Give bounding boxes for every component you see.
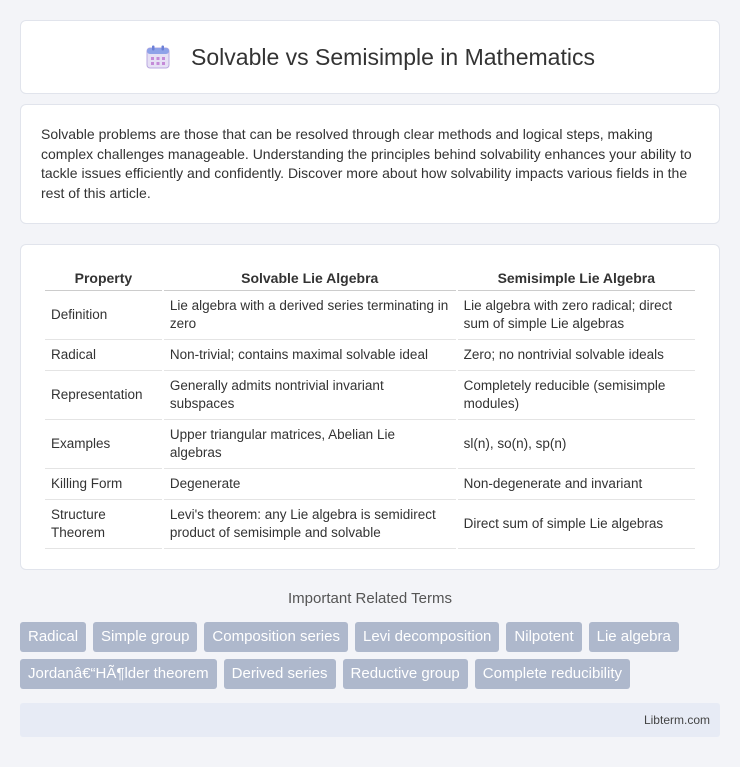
related-term-tag[interactable]: Simple group xyxy=(93,622,197,652)
table-cell: Killing Form xyxy=(45,469,162,500)
related-term-tag[interactable]: Nilpotent xyxy=(506,622,581,652)
column-header: Property xyxy=(45,265,162,291)
related-term-tag[interactable]: Levi decomposition xyxy=(355,622,499,652)
table-row xyxy=(45,500,695,549)
table-cell: Direct sum of simple Lie algebras xyxy=(458,500,695,549)
table-cell: Degenerate xyxy=(164,469,456,500)
table-cell: Zero; no nontrivial solvable ideals xyxy=(458,340,695,371)
table-row xyxy=(45,469,695,500)
related-term-tag[interactable]: Derived series xyxy=(224,659,336,689)
table-cell: Definition xyxy=(45,291,162,340)
comparison-table xyxy=(43,265,697,549)
table-cell: Upper triangular matrices, Abelian Lie algebras xyxy=(164,420,456,469)
related-term-tag[interactable]: Lie algebra xyxy=(589,622,679,652)
table-cell: Non-trivial; contains maximal solvable ideal xyxy=(164,340,456,371)
table-cell: Structure Theorem xyxy=(45,500,162,549)
related-term-tag[interactable]: Reductive group xyxy=(343,659,468,689)
table-cell: Radical xyxy=(45,340,162,371)
table-cell: Levi's theorem: any Lie algebra is semidirect product of semisimple and solvable xyxy=(164,500,456,549)
intro-text: Solvable problems are those that can be resolved through clear methods and logical steps, making complex challenges manageable. Understanding the principles behind solvability enhances your ability to tackle issues efficiently and confidently. Discover more about how solvability impacts various fields in the rest of this article. xyxy=(41,126,692,201)
related-term-tag[interactable]: Composition series xyxy=(204,622,348,652)
related-term-tag[interactable]: Radical xyxy=(20,622,86,652)
table-cell: Lie algebra with zero radical; direct sum of simple Lie algebras xyxy=(458,291,695,340)
table-cell: Lie algebra with a derived series terminating in zero xyxy=(164,291,456,340)
related-term-tag[interactable]: Complete reducibility xyxy=(475,659,630,689)
calendar-icon xyxy=(145,44,171,70)
footer-brand-link[interactable]: Libterm.com xyxy=(643,713,710,727)
table-row xyxy=(45,291,695,340)
footer xyxy=(20,703,720,737)
table-row xyxy=(45,420,695,469)
table-cell: Representation xyxy=(45,371,162,420)
related-terms-title: Important Related Terms xyxy=(288,590,452,607)
header-card xyxy=(20,20,720,94)
related-terms-list xyxy=(20,622,720,689)
table-row xyxy=(45,340,695,371)
table-cell: Examples xyxy=(45,420,162,469)
column-header: Semisimple Lie Algebra xyxy=(458,265,695,291)
intro-card xyxy=(20,104,720,224)
comparison-table-card xyxy=(20,244,720,570)
page-title: Solvable vs Semisimple in Mathematics xyxy=(191,43,595,70)
related-term-tag[interactable]: Jordanâ€“HÃ¶lder theorem xyxy=(20,659,217,689)
table-cell: sl(n), so(n), sp(n) xyxy=(458,420,695,469)
table-cell: Completely reducible (semisimple modules) xyxy=(458,371,695,420)
table-row xyxy=(45,371,695,420)
table-cell: Generally admits nontrivial invariant subspaces xyxy=(164,371,456,420)
table-cell: Non-degenerate and invariant xyxy=(458,469,695,500)
column-header: Solvable Lie Algebra xyxy=(164,265,456,291)
